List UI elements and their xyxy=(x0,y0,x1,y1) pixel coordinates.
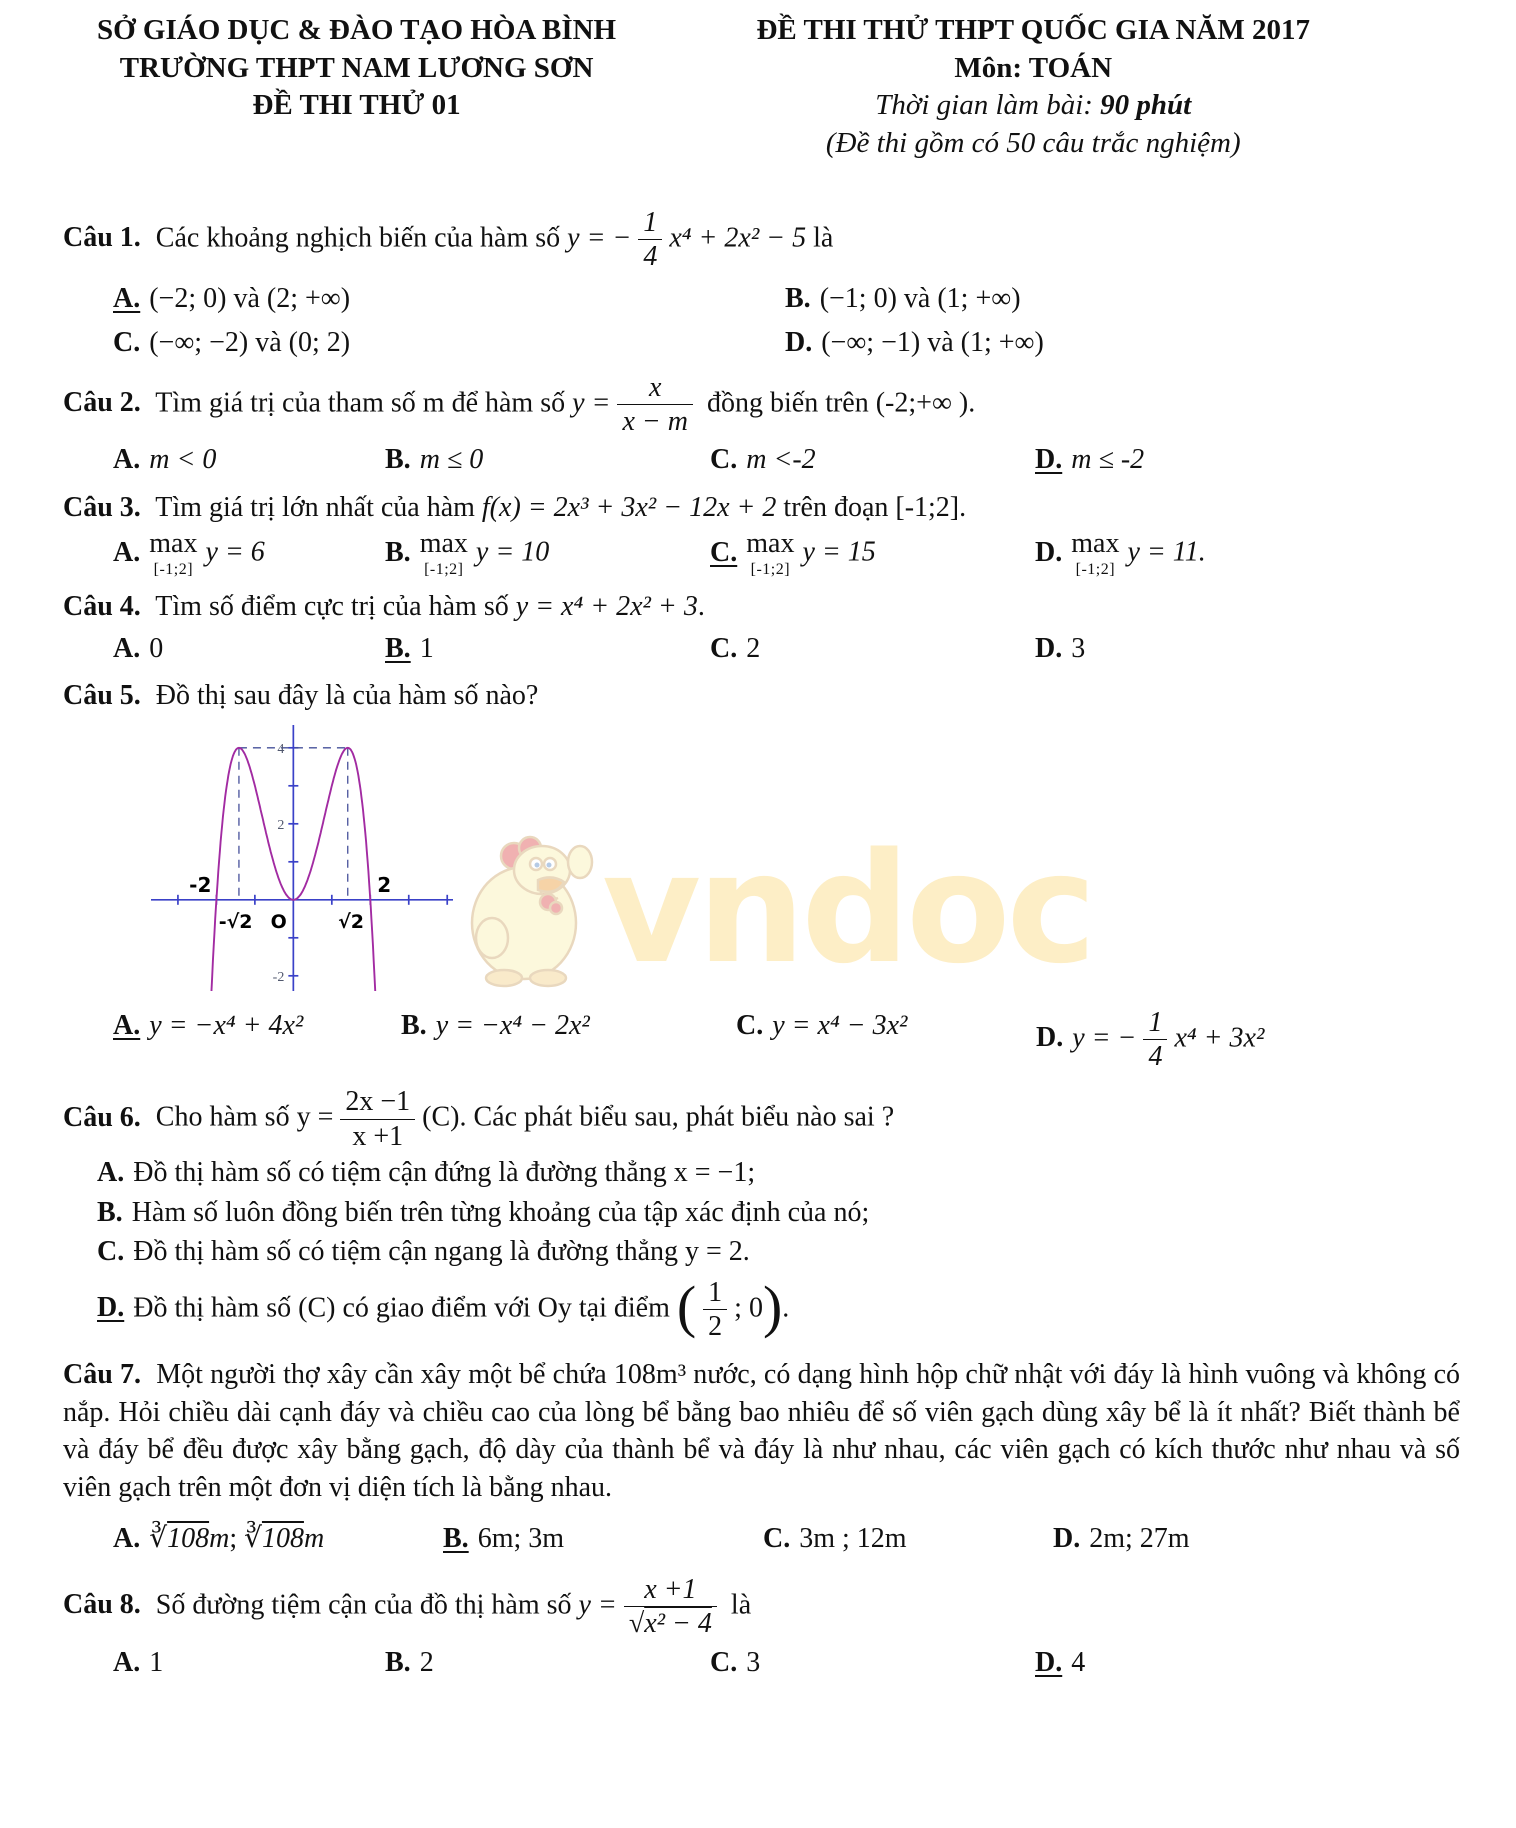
option-a xyxy=(113,530,385,578)
max-interval: [-1;2] xyxy=(1075,560,1116,578)
option-letter: D. xyxy=(785,326,813,358)
option-letter: B. xyxy=(385,536,411,568)
question-text: Tìm số điểm cực trị của hàm số xyxy=(155,591,509,623)
option-text: 1 xyxy=(419,632,434,664)
svg-text:2: 2 xyxy=(277,817,285,833)
fraction-denominator: 4 xyxy=(1148,1041,1163,1073)
option-letter: A. xyxy=(113,1009,141,1041)
option-d xyxy=(1035,530,1460,578)
fraction-numerator: x +1 xyxy=(624,1574,717,1607)
option-text: (−∞; −1) và (1; +∞) xyxy=(821,326,1044,358)
max-notation xyxy=(149,530,197,578)
max-interval: [-1;2] xyxy=(153,560,194,578)
svg-text:O: O xyxy=(270,910,287,933)
option-letter: C. xyxy=(113,326,141,358)
sqrt-sign: √ xyxy=(628,1608,645,1640)
option-text: y = 6 xyxy=(205,536,265,568)
svg-text:-√2: -√2 xyxy=(218,910,253,933)
max-label: max xyxy=(746,528,795,560)
option-c xyxy=(710,630,1035,668)
fraction-denominator: x − m xyxy=(622,405,688,437)
open-paren: ( xyxy=(676,1273,697,1339)
fraction xyxy=(638,207,662,273)
option-letter: A. xyxy=(113,536,141,568)
unit-var: m xyxy=(303,1523,325,1555)
question-5-stem xyxy=(63,677,1460,715)
option-text: y = x⁴ − 3x² xyxy=(772,1009,908,1041)
question-6-option-b xyxy=(63,1194,1460,1232)
option-b xyxy=(401,1007,736,1073)
option-c xyxy=(763,1520,1053,1558)
question-1-stem xyxy=(63,207,1460,273)
svg-text:4: 4 xyxy=(277,741,285,757)
option-letter: D. xyxy=(1035,1646,1063,1678)
fraction-denominator: 2 xyxy=(708,1311,723,1342)
option-text: Đồ thị hàm số có tiệm cận đứng là đường thẳng x = −1; xyxy=(133,1157,756,1189)
radical-sign: ∛ xyxy=(244,1523,262,1555)
option-c xyxy=(113,324,785,362)
option-letter: A. xyxy=(113,1523,141,1555)
question-2-options xyxy=(63,441,1460,479)
question-7-options xyxy=(63,1520,1460,1558)
fraction-numerator: 1 xyxy=(638,207,662,240)
option-text: 3m ; 12m xyxy=(799,1523,907,1555)
question-6-stem xyxy=(63,1086,1460,1152)
option-a xyxy=(113,280,785,318)
question-text: Số đường tiệm cận của đồ thị hàm số xyxy=(155,1589,572,1621)
option-text: y = −x⁴ − 2x² xyxy=(435,1009,590,1041)
question-5-options xyxy=(63,1007,1460,1073)
option-text: y = −x⁴ + 4x² xyxy=(149,1009,304,1041)
question-6-option-c xyxy=(63,1233,1460,1271)
close-paren: ) xyxy=(762,1273,783,1339)
option-a xyxy=(113,1520,443,1558)
option-text: Đồ thị hàm số có tiệm cận ngang là đường thẳng y = 2. xyxy=(133,1236,750,1268)
option-text: y = 11. xyxy=(1127,536,1206,568)
fraction-numerator: 1 xyxy=(1143,1007,1167,1040)
option-letter: C. xyxy=(710,632,738,664)
exam-subject: Môn: TOÁN xyxy=(954,51,1113,84)
option-a xyxy=(113,1007,401,1073)
header-right-block xyxy=(756,12,1310,163)
option-letter: B. xyxy=(385,1646,411,1678)
question-tail: . xyxy=(697,591,705,623)
question-text: Cho hàm số xyxy=(155,1101,290,1133)
option-letter: C. xyxy=(710,444,738,476)
question-8-stem xyxy=(63,1574,1460,1640)
question-tail: là xyxy=(813,222,834,254)
question-label: Câu 3. xyxy=(63,491,141,523)
exam-note: (Đề thi gồm có 50 câu trắc nghiệm) xyxy=(825,127,1241,160)
option-a xyxy=(113,441,385,479)
option-text: 6m; 3m xyxy=(477,1523,565,1555)
option-text: y = 10 xyxy=(475,536,550,568)
sqrt-radicand: x² − 4 xyxy=(644,1608,712,1640)
fraction-denominator xyxy=(624,1607,717,1639)
question-label: Câu 4. xyxy=(63,591,141,623)
question-1-options xyxy=(63,280,1460,361)
option-text: 1 xyxy=(149,1646,164,1678)
option-letter: B. xyxy=(401,1009,427,1041)
option-text: y = 15 xyxy=(802,536,876,568)
option-letter: D. xyxy=(1035,536,1063,568)
option-letter: C. xyxy=(736,1009,764,1041)
option-text: Hàm số luôn đồng biến trên từng khoảng của tập xác định của nó; xyxy=(131,1196,870,1228)
formula-suffix: x⁴ + 2x² − 5 xyxy=(669,222,807,254)
cube-root-1 xyxy=(149,1523,229,1554)
formula: f(x) = 2x³ + 3x² − 12x + 2 xyxy=(481,491,777,523)
fraction xyxy=(703,1277,727,1343)
option-d xyxy=(1035,441,1460,479)
option-text: m ≤ 0 xyxy=(419,444,484,476)
option-letter: B. xyxy=(97,1196,123,1228)
question-3-stem xyxy=(63,489,1460,527)
fraction xyxy=(624,1574,717,1640)
fraction-numerator: x xyxy=(617,372,693,405)
formula-prefix: y = xyxy=(296,1101,334,1133)
option-letter: D. xyxy=(1035,632,1063,664)
option-d xyxy=(1035,1644,1460,1682)
question-text: Các khoảng nghịch biến của hàm số xyxy=(155,222,561,254)
option-b xyxy=(385,1644,710,1682)
option-letter: A. xyxy=(113,1646,141,1678)
option-text: Đồ thị hàm số (C) có giao điểm với Oy tại điểm xyxy=(133,1291,670,1323)
question-3-options xyxy=(63,530,1460,578)
option-c xyxy=(710,1644,1035,1682)
option-letter: D. xyxy=(97,1291,125,1323)
option-c xyxy=(736,1007,1036,1073)
option-text: (−1; 0) và (1; +∞) xyxy=(819,283,1021,315)
option-d xyxy=(1036,1007,1460,1073)
option-text: m <-2 xyxy=(746,444,816,476)
duration-value: 90 phút xyxy=(1100,89,1192,122)
question-6-option-d xyxy=(63,1273,1460,1343)
formula-suffix: (C). xyxy=(422,1101,467,1133)
max-notation xyxy=(420,530,468,578)
question-4-stem xyxy=(63,588,1460,626)
question-7-stem xyxy=(63,1356,1460,1506)
question-5-graph xyxy=(151,725,453,991)
question-text: Đồ thị sau đây là của hàm số nào? xyxy=(155,680,539,712)
header-left-block xyxy=(97,12,616,125)
option-b xyxy=(385,630,710,668)
radicand: 108 xyxy=(261,1523,304,1555)
question-label: Câu 8. xyxy=(63,1589,141,1621)
option-d xyxy=(1035,630,1460,668)
question-6-option-a xyxy=(63,1154,1460,1192)
formula-prefix: y = xyxy=(578,1589,617,1621)
option-letter: A. xyxy=(113,444,141,476)
option-d xyxy=(785,324,1460,362)
option-tail: . xyxy=(782,1291,790,1323)
option-b xyxy=(385,441,710,479)
option-text: 2 xyxy=(419,1646,434,1678)
watermark-text: vndoc xyxy=(602,820,1093,997)
fraction xyxy=(1143,1007,1167,1073)
svg-text:-2: -2 xyxy=(272,969,285,985)
department-name: SỞ GIÁO DỤC & ĐÀO TẠO HÒA BÌNH xyxy=(97,14,617,46)
option-letter: D. xyxy=(1035,444,1063,476)
option-b xyxy=(785,280,1460,318)
option-d xyxy=(1053,1520,1460,1558)
question-label: Câu 5. xyxy=(63,680,141,712)
point-rest: ; 0 xyxy=(734,1291,763,1323)
duration-label: Thời gian làm bài: xyxy=(875,89,1101,122)
max-label: max xyxy=(1071,528,1120,560)
option-b xyxy=(385,530,710,578)
function-graph xyxy=(151,725,453,991)
radical-sign: ∛ xyxy=(149,1523,168,1555)
question-label: Câu 2. xyxy=(63,386,141,418)
option-text: 0 xyxy=(149,632,164,664)
option-b xyxy=(443,1520,763,1558)
option-formula-suffix: x⁴ + 3x² xyxy=(1174,1021,1265,1053)
option-letter: C. xyxy=(710,1646,738,1678)
exam-code: ĐỀ THI THỬ 01 xyxy=(252,89,461,122)
option-text: 2 xyxy=(746,632,761,664)
option-letter: A. xyxy=(97,1157,125,1189)
option-text: 3 xyxy=(1071,632,1086,664)
fraction-denominator: x +1 xyxy=(352,1120,404,1152)
separator: ; xyxy=(229,1523,245,1555)
svg-text:√2: √2 xyxy=(338,910,365,933)
question-8-options xyxy=(63,1644,1460,1682)
max-interval: [-1;2] xyxy=(424,560,464,578)
option-formula-prefix: y = − xyxy=(1072,1021,1137,1053)
option-a xyxy=(113,1644,385,1682)
max-label: max xyxy=(149,528,198,560)
option-text: 4 xyxy=(1071,1646,1086,1678)
question-label: Câu 6. xyxy=(63,1101,141,1133)
question-label: Câu 7. xyxy=(63,1359,142,1391)
option-text: 2m; 27m xyxy=(1089,1523,1190,1555)
fraction xyxy=(340,1086,415,1152)
cube-root-2 xyxy=(244,1523,324,1554)
exam-title: ĐỀ THI THỬ THPT QUỐC GIA NĂM 2017 xyxy=(756,14,1310,46)
option-letter: C. xyxy=(97,1236,125,1268)
option-c xyxy=(710,530,1035,578)
max-interval: [-1;2] xyxy=(750,560,791,578)
question-label: Câu 1. xyxy=(63,222,141,254)
max-notation xyxy=(1071,530,1119,578)
formula-prefix: y = xyxy=(572,386,611,418)
option-letter: D. xyxy=(1053,1523,1081,1555)
option-letter: A. xyxy=(113,283,141,315)
option-letter: D. xyxy=(1036,1021,1064,1053)
option-letter: B. xyxy=(385,444,411,476)
fraction-numerator: 1 xyxy=(703,1277,727,1310)
radicand: 108 xyxy=(167,1523,210,1555)
option-text: m ≤ -2 xyxy=(1071,444,1145,476)
option-text: 3 xyxy=(746,1646,761,1678)
question-text: Tìm giá trị của tham số m để hàm số xyxy=(155,386,566,418)
svg-text:2: 2 xyxy=(377,872,392,897)
option-text: (−∞; −2) và (0; 2) xyxy=(149,326,351,358)
svg-text:-2: -2 xyxy=(189,872,212,897)
question-tail: đồng biến trên (-2;+∞ ). xyxy=(706,386,976,418)
question-tail: là xyxy=(730,1589,752,1621)
option-text: m < 0 xyxy=(149,444,217,476)
option-letter: C. xyxy=(710,536,738,568)
question-2-stem xyxy=(63,372,1460,438)
fraction-numerator: 2x −1 xyxy=(340,1086,415,1119)
school-name: TRƯỜNG THPT NAM LƯƠNG SƠN xyxy=(119,51,594,84)
formula: y = x⁴ + 2x² + 3 xyxy=(515,591,698,623)
question-tail: trên đoạn [-1;2]. xyxy=(783,491,967,523)
max-notation xyxy=(746,530,794,578)
fraction xyxy=(617,372,693,438)
option-text: (−2; 0) và (2; +∞) xyxy=(149,283,351,315)
option-letter: A. xyxy=(113,632,141,664)
formula-prefix: y = − xyxy=(567,222,632,254)
max-label: max xyxy=(419,528,468,560)
fraction-denominator: 4 xyxy=(643,241,658,273)
question-text: Một người thợ xây cần xây một bể chứa 108m³ nước, có dạng hình hộp chữ nhật với đáy là hình vuông và không có nắp. Hỏi chiều dài cạnh đáy và chiều cao của lòng bể bằng bao nhiêu để số viên gạch dùng xây bể là ít nhất? Biết thành bể và đáy bể đều được xây bằng gạch, độ dày của thành bể và đáy là như nhau, các viên gạch có kích thước như nhau và số viên gạch trên một đơn vị diện tích là bằng nhau. xyxy=(63,1359,1461,1503)
question-4-options xyxy=(63,630,1460,668)
unit-var: m xyxy=(209,1523,230,1555)
option-c xyxy=(710,441,1035,479)
option-letter: B. xyxy=(785,283,811,315)
exam-header xyxy=(63,12,1460,163)
option-a xyxy=(113,630,385,668)
exam-duration xyxy=(756,87,1310,125)
option-letter: C. xyxy=(763,1523,791,1555)
option-letter: B. xyxy=(385,632,411,664)
question-tail: Các phát biểu sau, phát biểu nào sai ? xyxy=(473,1101,895,1133)
question-text: Tìm giá trị lớn nhất của hàm xyxy=(155,491,475,523)
option-letter: B. xyxy=(443,1523,469,1555)
